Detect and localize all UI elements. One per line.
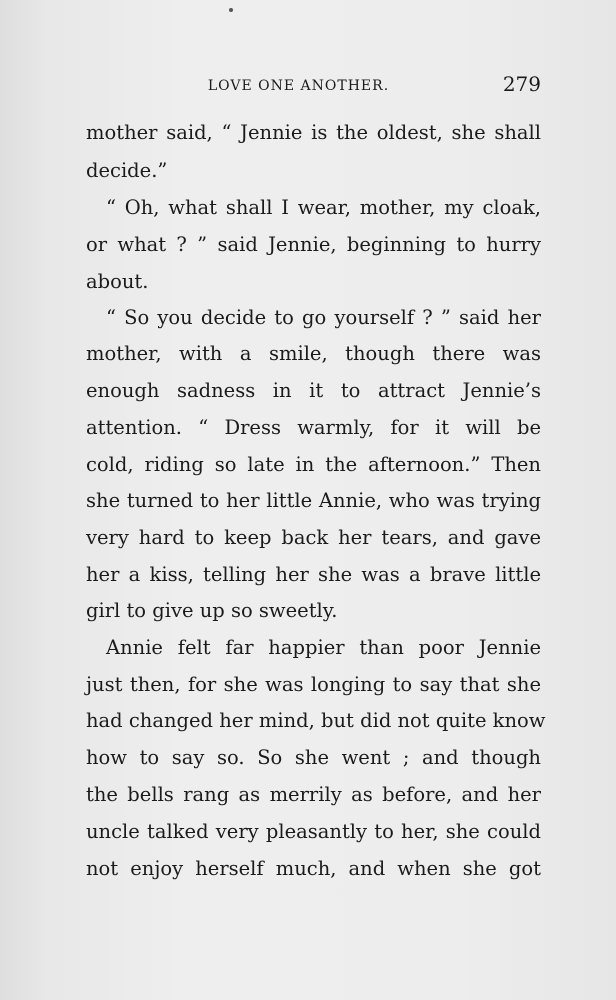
text-line: had changed her mind, but did not quite know [86, 709, 546, 732]
text-line: girl to give up so sweetly. [86, 599, 338, 622]
text-line: about. [86, 270, 149, 293]
text-line: “ Oh, what shall I wear, mother, my cloak, [106, 196, 541, 219]
text-line: attention. “ Dress warmly, for it will be [86, 416, 541, 439]
text-line: not enjoy herself much, and when she got [86, 857, 541, 880]
text-line: decide.” [86, 159, 168, 182]
text-line: her a kiss, telling her she was a brave little [86, 563, 541, 586]
running-title: LOVE ONE ANOTHER. [207, 78, 390, 94]
text-line: just then, for she was longing to say that she [86, 673, 541, 696]
page-number: 279 [502, 72, 541, 96]
text-line: or what ? ” said Jennie, beginning to hurry [86, 233, 541, 256]
text-line: the bells rang as merrily as before, and her [86, 783, 541, 806]
text-line: how to say so. So she went ; and though [86, 746, 541, 769]
text-line: very hard to keep back her tears, and gave [86, 526, 541, 549]
text-line: she turned to her little Annie, who was trying [86, 489, 541, 512]
text-line: uncle talked very pleasantly to her, she could [86, 820, 541, 843]
text-line: Annie felt far happier than poor Jennie [106, 636, 541, 659]
text-line: enough sadness in it to attract Jennie’s [86, 379, 541, 402]
text-line: mother said, “ Jennie is the oldest, she shall [86, 121, 541, 144]
text-line: “ So you decide to go yourself ? ” said her [106, 306, 541, 329]
text-line: cold, riding so late in the afternoon.” Then [86, 453, 541, 476]
ink-speck [229, 8, 233, 12]
running-head [86, 72, 541, 100]
text-line: mother, with a smile, though there was [86, 342, 541, 365]
